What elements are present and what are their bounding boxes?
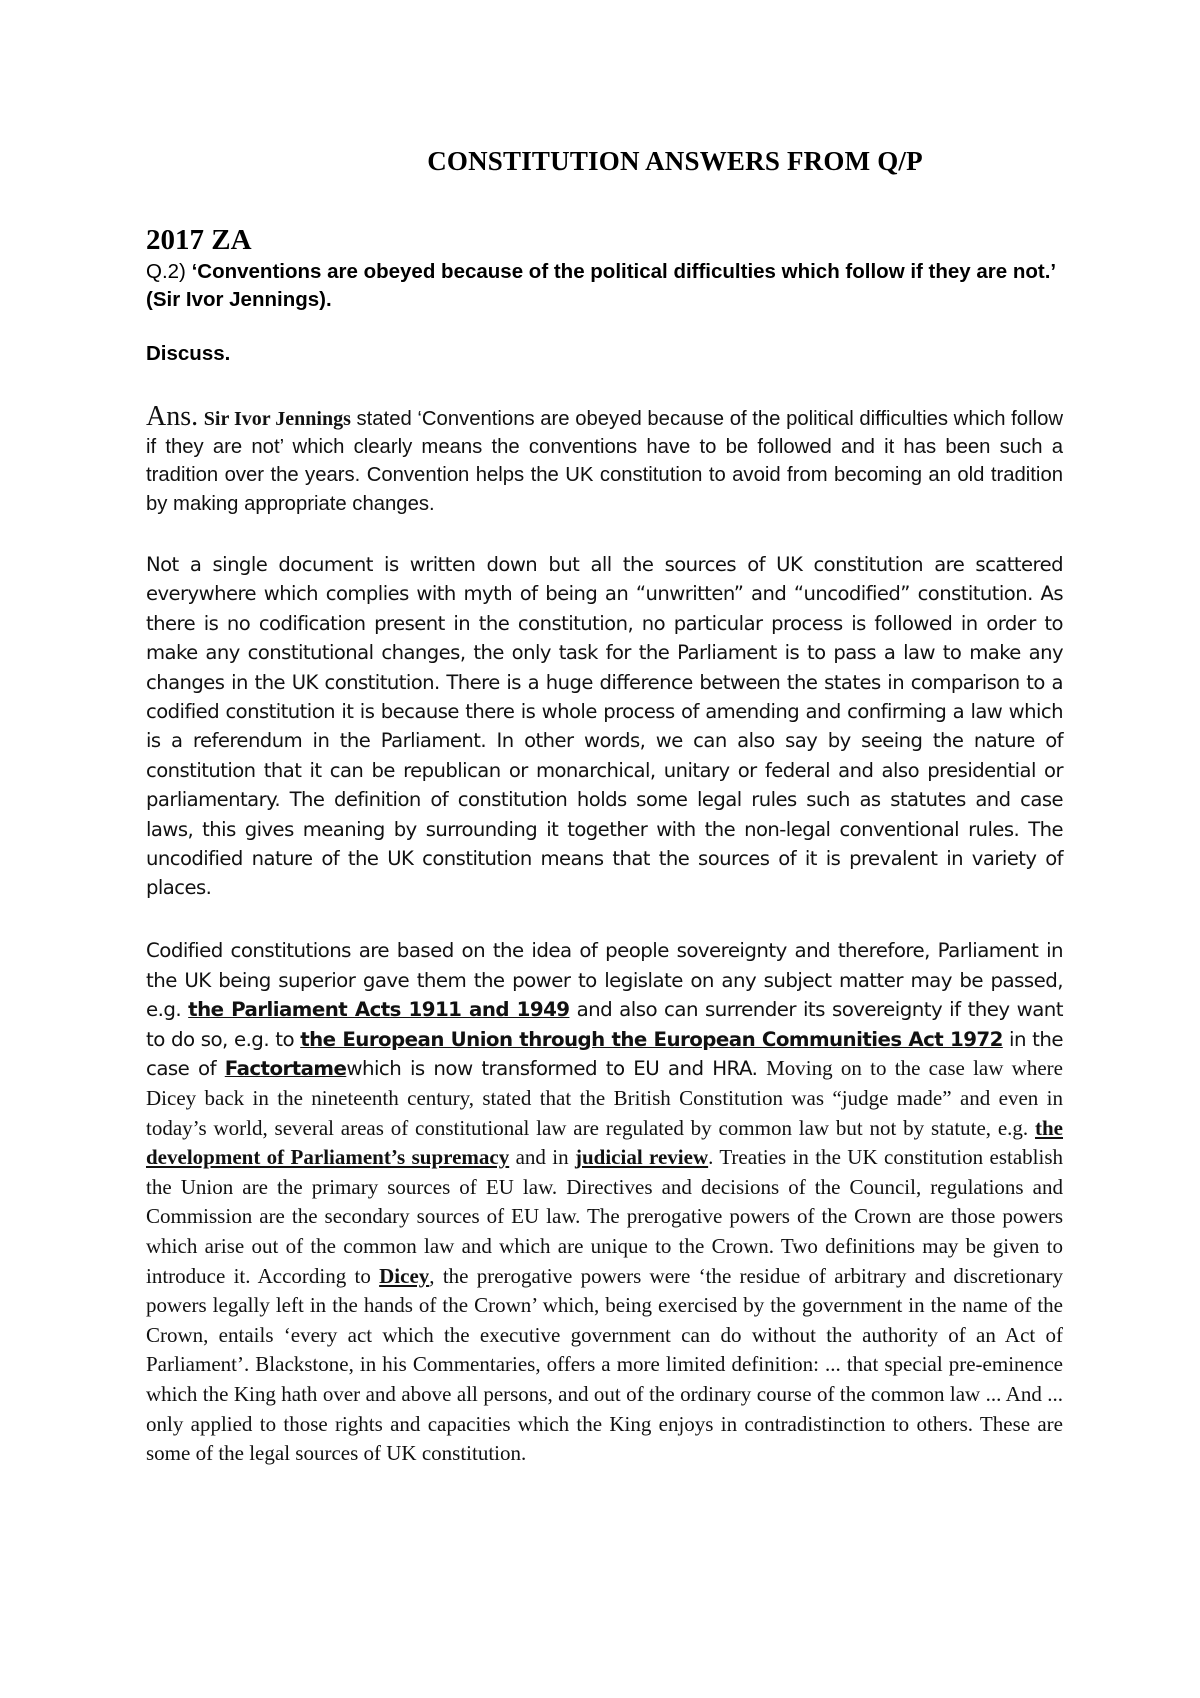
question-text: ‘Conventions are obeyed because of the political difficulties which follow if they are not.’ (Sir Ivor Jennings). xyxy=(146,260,1056,311)
body-paragraph-3 xyxy=(146,936,1063,1469)
serif-text-segment xyxy=(146,1056,1063,1465)
answer-label: Ans. xyxy=(146,401,199,432)
document-title: CONSTITUTION ANSWERS FROM Q/P xyxy=(427,146,923,176)
paragraph-text: and also can surrender its sovereignty if they want to do so, e.g. to xyxy=(146,998,1063,1051)
reference-judicial-review: judicial review xyxy=(574,1145,709,1170)
paragraph-text: , the prerogative powers were ‘the residue of arbitrary and discretionary powers legally left in the hands of the Crown’ which, being exercised by the government in the name of the Crown, entails ‘every act which the executive government can do without the authority of an Act of Parliament’. Blackstone, in his Commentaries, offers a more limited definition: ... that special pre-eminence which the King hath over and above all persons, and out of the ordinary course of the common law ... And ... only applied to those rights and capacities which the King enjoys in contradistinction to others. These are some of the legal sources of UK constitution. xyxy=(146,1263,1064,1466)
paragraph-text: Moving on to the case law where Dicey back in the nineteenth century, stated that the British Constitution was “judge made” and even in today’s world, several areas of constitutional law are regulated by common law but not by statute, e.g. xyxy=(146,1056,1063,1140)
paragraph-text: which is now transformed to EU and HRA. xyxy=(346,1057,758,1081)
reference-parliament-supremacy: the development of Parliament’s supremacy xyxy=(146,1115,1063,1170)
paragraph-text: Codified constitutions are based on the idea of people sovereignty and therefore, Parliament in the UK being superior gave them the power to legislate on any subject matter may be passed, e.g. xyxy=(146,939,1063,1022)
answer-author-name: Sir Ivor Jennings xyxy=(203,408,351,430)
body-paragraph-2: Not a single document is written down but all the sources of UK constitution are scattered everywhere which complies with myth of being an “unwritten” and “uncodified” constitution. As there is no codification present in the constitution, no particular process is followed in order to make any constitutional changes, the only task for the Parliament is to pass a law to make any changes in the UK constitution. There is a huge difference between the states in comparison to a codified constitution it is because there is whole process of amending and confirming a law which is a referendum in the Parliament. In other words, we can also say by seeing the nature of constitution that it can be republican or monarchical, unitary or federal and also presidential or parliamentary. The definition of constitution holds some legal rules such as statutes and case laws, this gives meaning by surrounding it together with the non-legal conventional rules. The uncodified nature of the UK constitution means that the sources of it is prevalent in variety of places. xyxy=(146,553,1063,900)
paragraph-text: . Treaties in the UK constitution establish the Union are the primary sources of EU law. Directives and decisions of the Council, regulations and Commission are the secondary sources of EU law. The prerogative powers of the Crown are those powers which arise out of the common law and which are unique to the Crown. Two definitions may be given to introduce it. According to xyxy=(146,1145,1064,1288)
reference-dicey: Dicey xyxy=(379,1263,430,1288)
answer-paragraph xyxy=(146,403,1063,518)
question-block xyxy=(146,258,1066,314)
exam-year-heading: 2017 ZA xyxy=(146,224,252,256)
reference-european-communities-act: the European Union through the European Communities Act 1972 xyxy=(300,1027,1003,1051)
paragraph-text: and in xyxy=(515,1145,569,1170)
reference-parliament-acts: the Parliament Acts 1911 and 1949 xyxy=(188,998,570,1022)
answer-text: stated ‘Conventions are obeyed because of the political difficulties which follow if they are not’ which clearly means the conventions have to be followed and it has been such a tradition over the years. Convention helps the UK constitution to avoid from becoming an old tradition by making appropriate changes. xyxy=(146,408,1064,515)
question-instruction: Discuss. xyxy=(146,342,231,365)
reference-factortame: Factortame xyxy=(224,1057,347,1081)
question-number: Q.2) xyxy=(146,260,186,283)
paragraph-text: in the case of xyxy=(146,1027,1063,1081)
